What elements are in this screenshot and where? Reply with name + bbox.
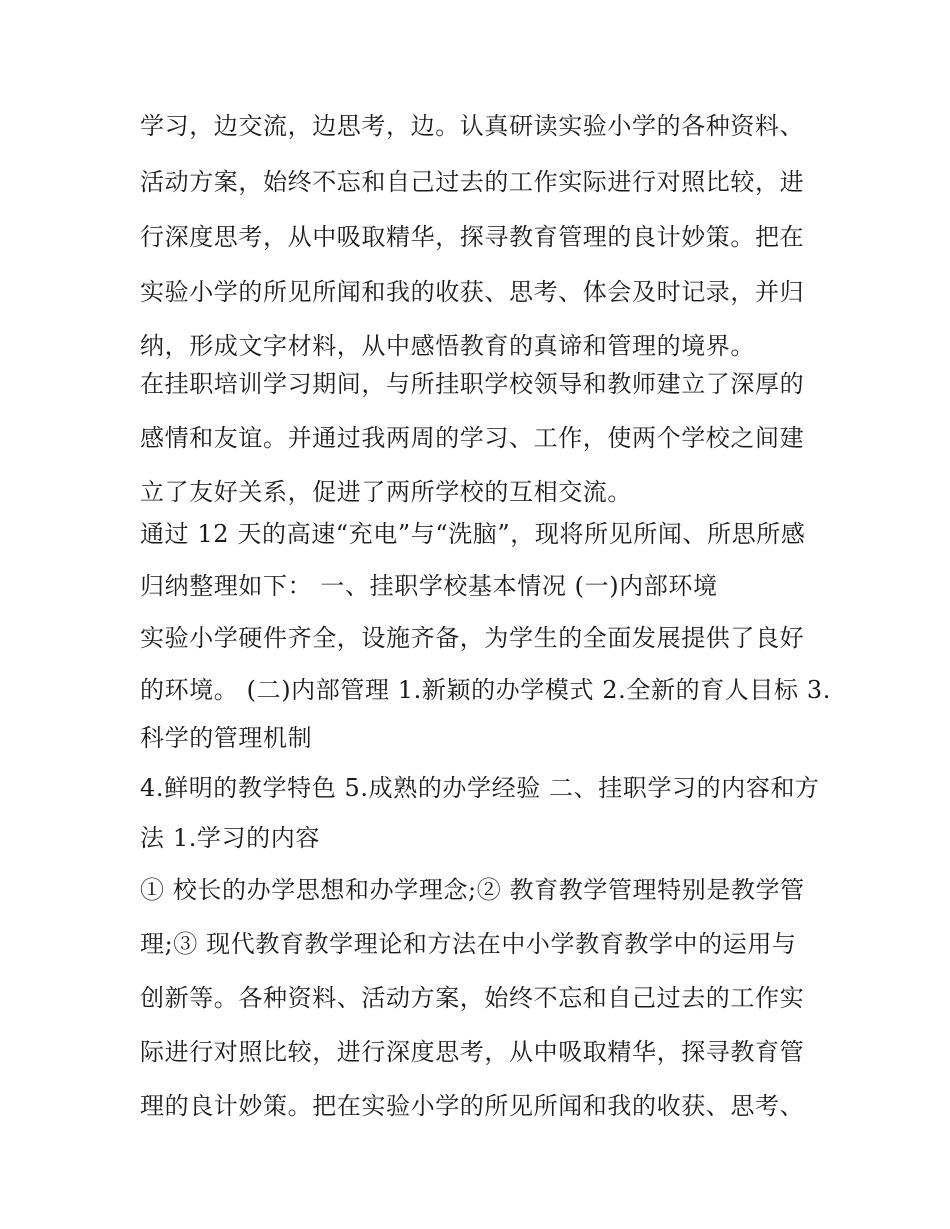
text-line: 实验小学的所见所闻和我的收获、思考、体会及时记录，并归	[140, 278, 805, 306]
text-line: 4.鲜明的教学特色 5.成熟的办学经验 二、挂职学习的内容和方	[140, 774, 820, 802]
text-line: 科学的管理机制	[140, 724, 313, 752]
text-line: 立了友好关系，促进了两所学校的互相交流。	[140, 478, 632, 506]
text-line: 法 1.学习的内容	[140, 824, 320, 852]
text-line: 行深度思考，从中吸取精华，探寻教育管理的良计妙策。把在	[140, 223, 805, 251]
text-line: 归纳整理如下： 一、挂职学校基本情况 (一)内部环境	[140, 572, 718, 600]
text-line: 纳，形成文字材料，从中感悟教育的真谛和管理的境界。	[140, 332, 755, 360]
text-line: 感情和友谊。并通过我两周的学习、工作，使两个学校之间建	[140, 424, 805, 452]
text-line: 在挂职培训学习期间，与所挂职学校领导和教师建立了深厚的	[140, 370, 805, 398]
text-line: 活动方案，始终不忘和自己过去的工作实际进行对照比较，进	[140, 168, 805, 196]
text-line: 的环境。 (二)内部管理 1.新颖的办学模式 2.全新的育人目标 3.	[140, 676, 831, 704]
text-line: 理的良计妙策。把在实验小学的所见所闻和我的收获、思考、	[140, 1092, 805, 1120]
text-line: 实验小学硬件齐全，设施齐备，为学生的全面发展提供了良好	[140, 624, 805, 652]
text-line: 通过 12 天的高速“充电”与“洗脑”，现将所见所闻、所思所感	[140, 520, 806, 548]
text-line: 理;③ 现代教育教学理论和方法在中小学教育教学中的运用与	[140, 930, 797, 958]
text-line: 际进行对照比较，进行深度思考，从中吸取精华，探寻教育管	[140, 1038, 805, 1066]
text-line: 学习，边交流，边思考，边。认真研读实验小学的各种资料、	[140, 112, 805, 140]
text-line: 创新等。各种资料、活动方案，始终不忘和自己过去的工作实	[140, 984, 805, 1012]
text-line: ① 校长的办学思想和办学理念;② 教育教学管理特别是教学管	[140, 876, 805, 904]
